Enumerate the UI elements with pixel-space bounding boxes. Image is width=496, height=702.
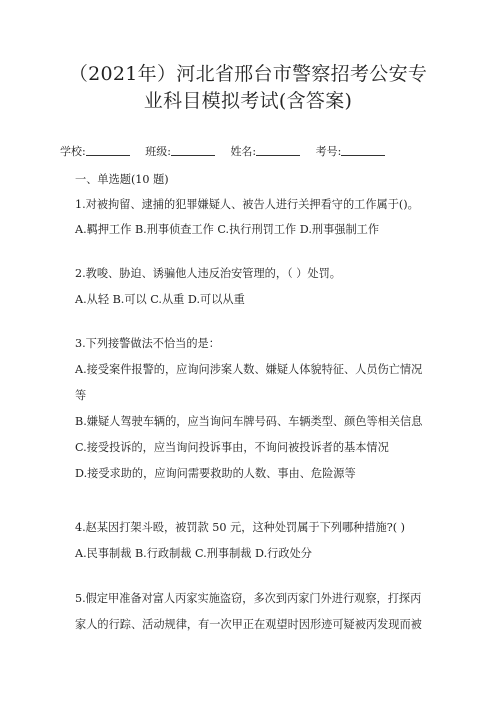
question-1-stem: 1.对被拘留、逮捕的犯罪嫌疑人、被告人进行关押看守的工作属于()。: [75, 198, 419, 211]
section-heading: 一、单选题(10 题): [75, 173, 169, 186]
document-title-line-2: 业科目模拟考试(含答案): [143, 90, 353, 112]
school-label: 学校:: [60, 145, 86, 158]
question-3-option-c: C.接受投诉的，应当询问投诉事由，不询问被投诉者的基本情况: [75, 441, 389, 454]
student-info-row: [60, 143, 460, 159]
exam-number-label: 考号:: [315, 145, 342, 158]
name-blank: [256, 145, 300, 156]
question-3-option-b: B.嫌疑人驾驶车辆的，应当询问车牌号码、车辆类型、颜色等相关信息: [75, 415, 423, 428]
class-blank: [171, 145, 215, 156]
question-4-stem: 4.赵某因打架斗殴，被罚款 50 元，这种处罚属于下列哪种措施?( ): [75, 521, 405, 534]
question-4-options: A.民事制裁 B.行政制裁 C.刑事制裁 D.行政处分: [75, 547, 312, 560]
exam-number-blank: [341, 145, 385, 156]
question-3-option-a-cont: 等: [75, 389, 87, 402]
question-5-stem-line-2: 家人的行踪、活动规律，有一次甲正在观望时因形迹可疑被丙发现而被: [75, 618, 422, 631]
school-blank: [86, 145, 130, 156]
document-title-line-1: （2021年）河北省邢台市警察招考公安专: [68, 63, 428, 85]
class-label: 班级:: [145, 145, 171, 158]
question-3-option-d: D.接受求助的，应询问需要救助的人数、事由、危险源等: [75, 467, 356, 480]
question-1-options: A.羁押工作 B.刑事侦查工作 C.执行刑罚工作 D.刑事强制工作: [75, 223, 380, 236]
question-2-options: A.从轻 B.可以 C.从重 D.可以从重: [75, 293, 245, 306]
question-2-stem: 2.教唆、胁迫、诱骗他人违反治安管理的，（ ）处罚。: [75, 267, 341, 280]
question-3-stem: 3.下列接警做法不恰当的是：: [75, 337, 220, 350]
question-5-stem-line-1: 5.假定甲准备对富人丙家实施盗窃，多次到丙家门外进行观察，打探丙: [75, 592, 422, 605]
question-3-option-a: A.接受案件报警的，应询问涉案人数、嫌疑人体貌特征、人员伤亡情况: [75, 363, 423, 376]
name-label: 姓名:: [230, 145, 257, 158]
